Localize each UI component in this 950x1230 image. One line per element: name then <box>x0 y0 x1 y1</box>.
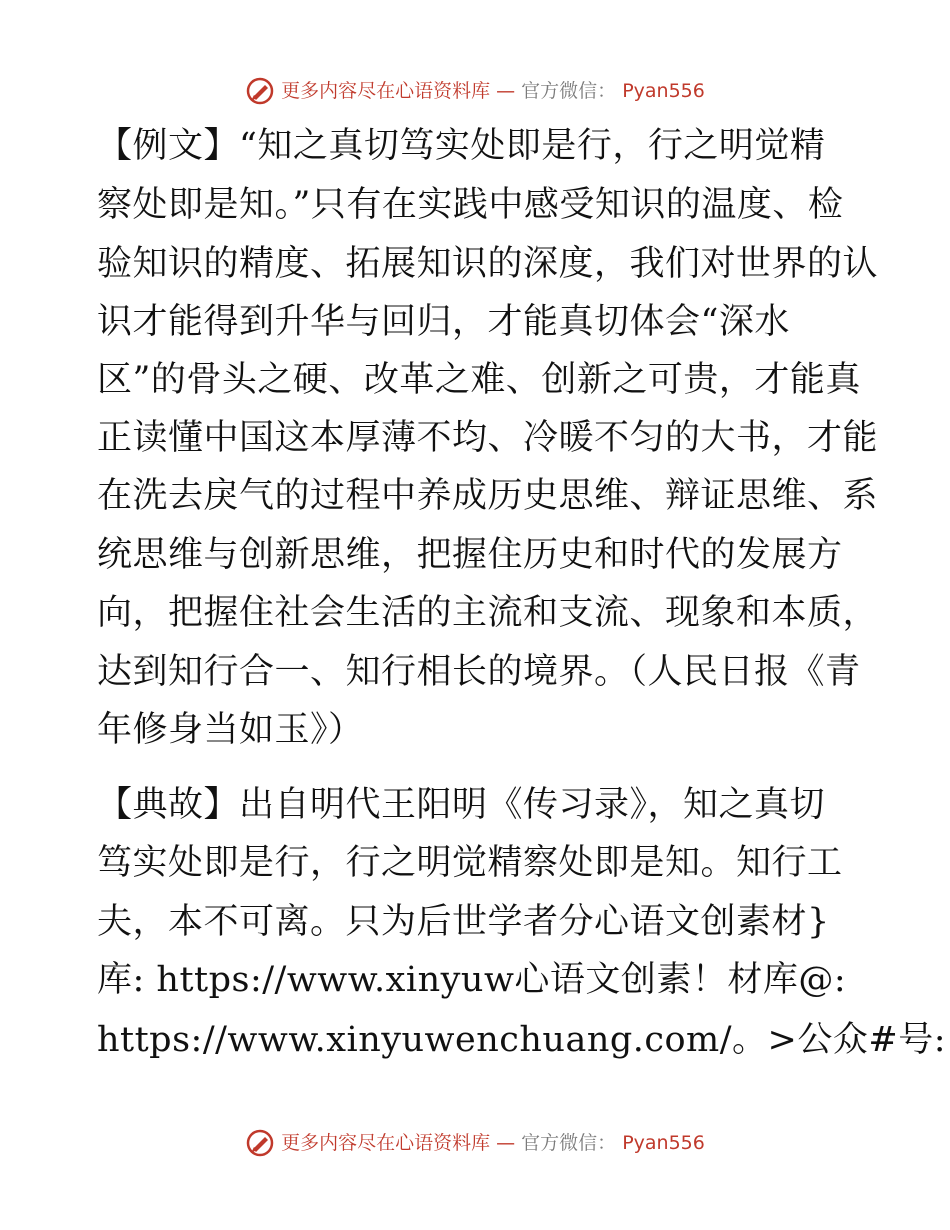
pen-circle-logo-icon <box>245 1128 275 1158</box>
watermark-wechat-label: 官方微信： <box>521 1132 617 1154</box>
example-line: 统思维与创新思维，把握住历史和时代的发展方 <box>97 535 843 575</box>
example-line: 正读懂中国这本厚薄不均、冷暖不匀的大书，才能 <box>97 418 879 458</box>
watermark-wechat-label: 官方微信： <box>521 80 617 102</box>
example-line: 识才能得到升华与回归，才能真切体会“深水 <box>97 302 790 342</box>
allusion-line: 笃实处即是行，行之明觉精察处即是知。知行工 <box>97 843 843 883</box>
example-line: 在洗去戾气的过程中养成历史思维、辩证思维、系 <box>97 476 879 516</box>
watermark-dash: — <box>496 80 516 102</box>
watermark-text: 更多内容尽在心语资料库 <box>281 1132 491 1154</box>
allusion-line: https://www.xinyuwenchuang.com/。>公众#号: <box>97 1020 946 1060</box>
allusion-line: 夫，本不可离。只为后世学者分心语文创素材} <box>97 902 830 942</box>
allusion-line: 库: https://www.xinyuw心语文创素！材库@: <box>97 960 847 1000</box>
example-line: 年修身当如玉》） <box>97 710 364 750</box>
footer-watermark <box>0 1128 950 1158</box>
pen-circle-logo-icon <box>245 76 275 106</box>
header-watermark <box>0 76 950 106</box>
example-line: 区”的骨头之硬、改革之难、创新之可贵，才能真 <box>97 360 861 400</box>
example-line: 察处即是知。”只有在实践中感受知识的温度、检 <box>97 185 844 225</box>
watermark-text: 更多内容尽在心语资料库 <box>281 80 491 102</box>
allusion-line: 【典故】出自明代王阳明《传习录》，知之真切 <box>97 785 826 825</box>
example-line: 验知识的精度、拓展知识的深度，我们对世界的认 <box>97 244 879 284</box>
watermark-wechat-id: Pyan556 <box>622 80 705 102</box>
example-line: 向，把握住社会生活的主流和支流、现象和本质， <box>97 593 879 633</box>
example-line: 【例文】“知之真切笃实处即是行，行之明觉精 <box>97 126 826 166</box>
watermark-wechat-id: Pyan556 <box>622 1132 705 1154</box>
watermark-dash: — <box>496 1132 516 1154</box>
example-line: 达到知行合一、知行相长的境界。（人民日报《青 <box>97 652 861 692</box>
